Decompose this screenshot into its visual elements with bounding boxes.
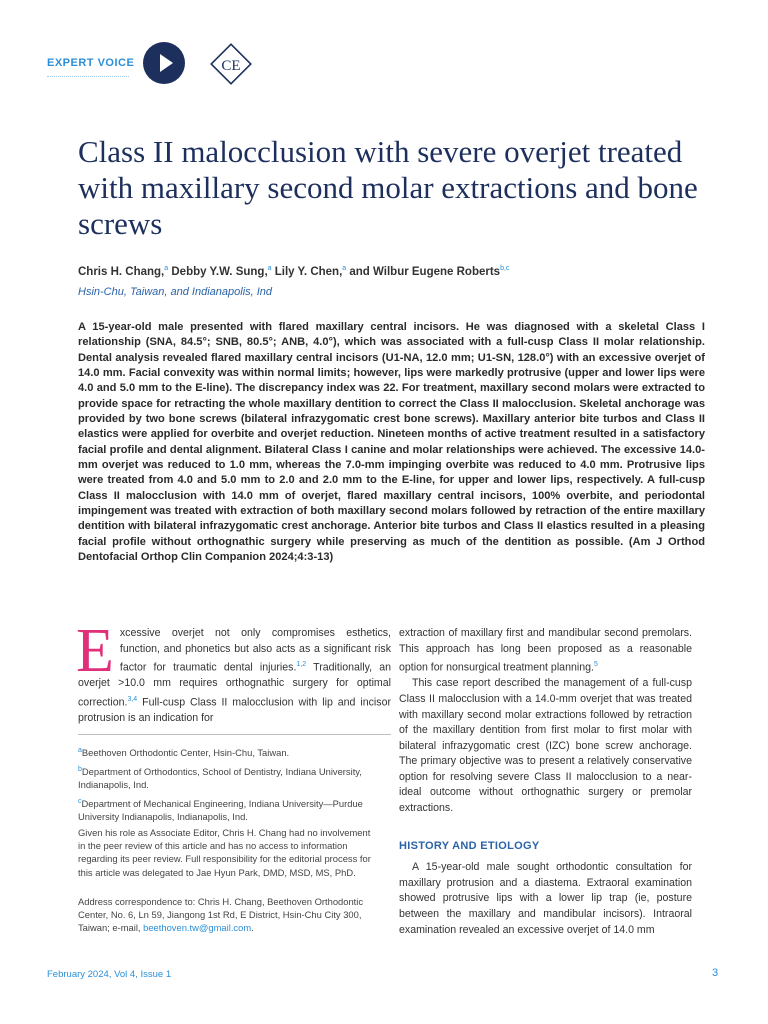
paragraph (399, 626, 692, 676)
ce-logo-icon (208, 41, 254, 87)
footnote-divider (78, 734, 391, 735)
footnote-text: Department of Orthodontics, School of Dentistry, Indiana University, Indianapolis, Ind. (78, 766, 362, 791)
section-label-divider (47, 76, 129, 77)
paragraph: This case report described the management of a full-cusp Class II malocclusion with a 14.0-mm overjet that was treated with maxillary second molar extractions followed by retraction of the maxillary dentition from first molar to first molar with bilateral infrazygomatic crest (IZC) bone screw anchorage. The primary objective was to present a relatively conservative option for resolving severe Class II malocclusion to a near-ideal outcome without orthognathic surgery or premolar extractions. (399, 677, 692, 815)
drop-cap: E (76, 617, 114, 685)
footnote-affiliation-b (78, 763, 378, 792)
author-affiliation-mark: b,c (500, 265, 510, 272)
page-number: 3 (712, 967, 719, 979)
footnote-correspondence (78, 895, 378, 935)
paragraph-text: xcessive overjet not only compromises esthetics, function, and phonetics but also acts as a significant risk factor for traumatic dental injuries. (119, 627, 391, 674)
footnote-mark: b (78, 766, 82, 773)
footnote-editor-note: Given his role as Associate Editor, Chris H. Chang had no involvement in the peer review of this article and has no access to information regarding its peer review. Full responsibility for the editorial process for this article was delegated to Jae Hyun Park, DMD, MSD, MS, PhD. (78, 827, 371, 878)
footnote-mark: a (78, 747, 82, 754)
email-link[interactable]: beethoven.tw@gmail.com (143, 922, 252, 934)
footnote-text: . (251, 922, 254, 934)
reference-link[interactable]: 5 (593, 661, 598, 669)
footnote-affiliation-c (78, 795, 378, 824)
body-column-left (76, 617, 391, 727)
footnote-text: Beethoven Orthodontic Center, Hsin-Chu, Taiwan. (81, 747, 290, 759)
section-heading: HISTORY AND ETIOLOGY (399, 839, 540, 852)
author-affiliation-mark: a (267, 265, 272, 272)
author-affiliation-mark: a (342, 265, 347, 272)
author-affiliation-mark: a (164, 265, 169, 272)
paragraph: A 15-year-old male sought orthodontic consultation for maxillary protrusion and a diastema. Extraoral examination showed protrusive lips with a lower lip trap (ie, posture between the maxillary and mandibular incisors). Intraoral examination revealed an excessive overjet of 14.0 mm (399, 861, 692, 936)
section-label: EXPERT VOICE (47, 57, 135, 69)
author-list (78, 265, 509, 278)
author-name: and Wilbur Eugene Roberts (346, 265, 501, 278)
reference-link[interactable]: 1,2 (296, 661, 307, 669)
footnote-text: Address correspondence to: Chris H. Chang, Beethoven Orthodontic Center, No. 6, Ln 59, Jiangong 1st Rd, E District, Hsin-Chu City 300, Taiwan; e-mail, (78, 896, 364, 934)
footnote-affiliation-a (78, 744, 378, 759)
author-name: Lily Y. Chen, (271, 265, 343, 278)
reference-link[interactable]: 3,4 (127, 695, 138, 703)
author-name: Chris H. Chang, (78, 265, 165, 278)
issue-info: February 2024, Vol 4, Issue 1 (47, 969, 172, 980)
article-title: Class II malocclusion with severe overjet treated with maxillary second molar extractions and bone screws (78, 134, 698, 241)
play-icon[interactable] (143, 42, 185, 84)
paragraph-text: Full-cusp Class II malocclusion with lip and incisor protrusion is an indication for (78, 696, 391, 725)
paragraph-text: Traditionally, an overjet >10.0 mm requires orthognathic surgery for optimal correction. (78, 661, 391, 709)
intro-paragraph (76, 617, 391, 727)
footnote-text: Department of Mechanical Engineering, Indiana University—Purdue University Indianapolis, Indianapolis, Ind. (78, 798, 363, 823)
author-name: Debby Y.W. Sung, (168, 265, 268, 278)
body-column-right (399, 626, 692, 938)
paragraph-text: extraction of maxillary first and mandibular second premolars. This approach has long been proposed as a reasonable option for nonsurgical treatment planning. (399, 627, 692, 674)
logo-text: CE (221, 58, 241, 74)
abstract: A 15-year-old male presented with flared maxillary central incisors. He was diagnosed with a skeletal Class I relationship (SNA, 84.5°; SNB, 80.5°; ANB, 4.0°), which was associated with a full-cusp Class II molar relationship. Dental analysis revealed flared maxillary central incisors (U1-NA, 12.0 mm; U1-SN, 128.0°) with an excessive overjet of 14.0 mm. Facial convexity was within normal limits; however, lips were markedly protrusive (upper and lower lips were 4.0 and 5.0 mm to the E-line). The discrepancy index was 22. For treatment, maxillary second molars were extracted to provide space for retracting the whole maxillary dentition to correct the Class II malocclusion. Skeletal anchorage was provided by two bone screws (bilateral infrazygomatic crest bone screws). Maxillary anterior bite turbos and Class II elastics were applied for overbite and overjet reduction. Nineteen months of active treatment resulted in a satisfactory facial profile and dental alignment. Bilateral Class I canine and molar relationships were achieved. The excessive 14.0-mm overjet was reduced to 1.0 mm, whereas the 7.0-mm impinging overbite was reduced to 4.0 mm. Protrusive lips were treated from 4.0 and 5.0 mm to 2.0 and 2.0 mm to the E-line, for upper and lower lips, respectively. A full-cusp Class II malocclusion with 14.0 mm of overjet, flared maxillary central incisors, 100% overbite, and periodontal impingement was treated with extraction of both maxillary second molars followed by retraction of the entire maxillary dentition with bilateral infrazygomatic crest anchorage. Anterior bite turbos and Class II elastics resulted in a pleasing facial profile without orthognathic surgery while preserving as much of the dentition as possible. (Am J Orthod Dentofacial Orthop Clin Companion 2024;4:3-13) (78, 321, 705, 564)
footnote-mark: c (78, 798, 82, 805)
author-location: Hsin-Chu, Taiwan, and Indianapolis, Ind (78, 286, 273, 298)
